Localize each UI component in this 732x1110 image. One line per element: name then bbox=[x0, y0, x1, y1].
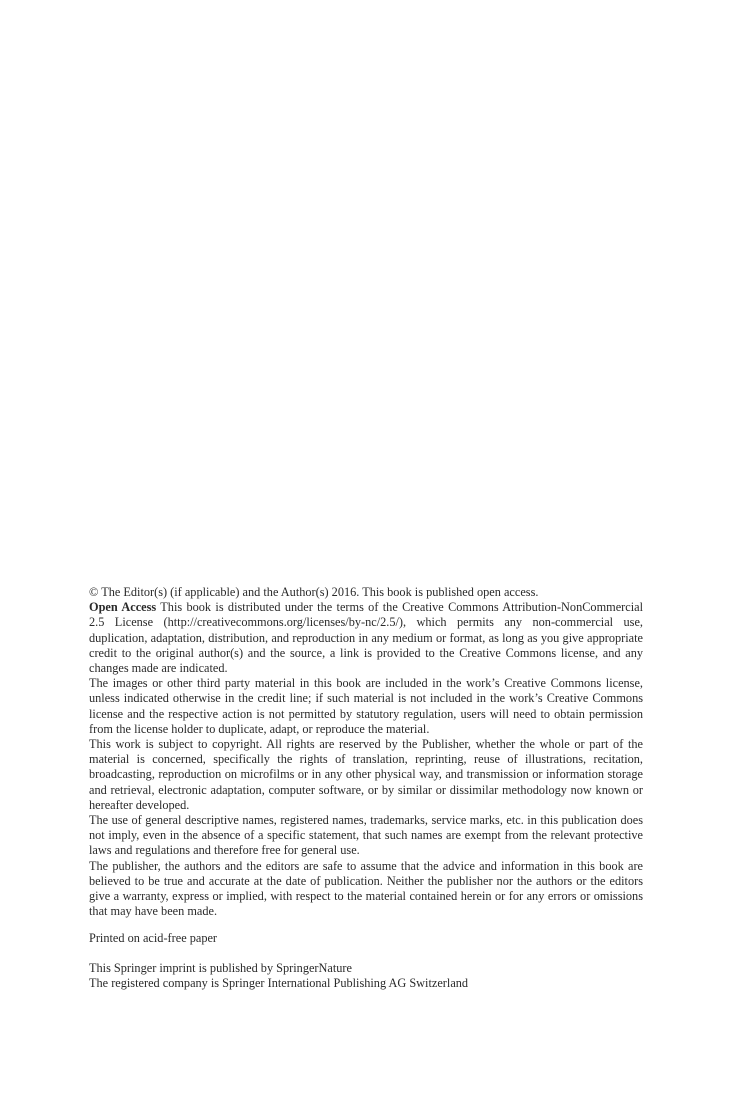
paper-note-block bbox=[89, 931, 643, 946]
open-access-text: This book is distributed under the terms of the Creative Commons Attribution-NonCommercial 2.5 License (http://creativecommons.org/licenses/by-nc/2.5/), which permits any non-commercial use, duplication, adaptation, distribution, and reproduction in any medium or format, as long as you give appropriate credit to the original author(s) and the source, a link is provided to the Creative Commons license, and any changes made are indicated. bbox=[89, 600, 644, 676]
open-access-label: Open Access bbox=[89, 600, 157, 615]
open-access-paragraph bbox=[89, 600, 643, 676]
disclaimer-paragraph: The publisher, the authors and the editors are safe to assume that the advice and information in this book are believed to be true and accurate at the date of publication. Neither the publisher nor the authors or the editors give a warranty, express or implied, with respect to the material contained herein or for any errors or omissions that may have been made. bbox=[89, 858, 643, 919]
copyright-rights-paragraph: This work is subject to copyright. All rights are reserved by the Publisher, whether the whole or part of the material is concerned, specifically the rights of translation, reprinting, reuse of illustrations, recitation, broadcasting, reproduction on microfilms or in any other physical way, and transmission or information storage and retrieval, electronic adaptation, computer software, or by similar or dissimilar methodology now known or hereafter developed. bbox=[89, 737, 643, 812]
imprint-block bbox=[89, 961, 643, 991]
copyright-page-block bbox=[89, 585, 643, 919]
imprint-line-2: The registered company is Springer International Publishing AG Switzerland bbox=[89, 976, 469, 991]
imprint-line-1: This Springer imprint is published by SpringerNature bbox=[89, 961, 352, 975]
paper-note: Printed on acid-free paper bbox=[89, 931, 218, 945]
descriptive-names-paragraph: The use of general descriptive names, registered names, trademarks, service marks, etc. in this publication does not imply, even in the absence of a specific statement, that such names are exempt from the relevant protective laws and regulations and therefore free for general use. bbox=[89, 813, 643, 858]
third-party-paragraph: The images or other third party material in this book are included in the work’s Creative Commons license, unless indicated otherwise in the credit line; if such material is not included in the work’s Creative Commons license and the respective action is not permitted by statutory regulation, users will need to obtain permission from the license holder to duplicate, adapt, or reproduce the material. bbox=[89, 676, 643, 736]
copyright-line: © The Editor(s) (if applicable) and the Author(s) 2016. This book is published open access. bbox=[89, 585, 539, 599]
